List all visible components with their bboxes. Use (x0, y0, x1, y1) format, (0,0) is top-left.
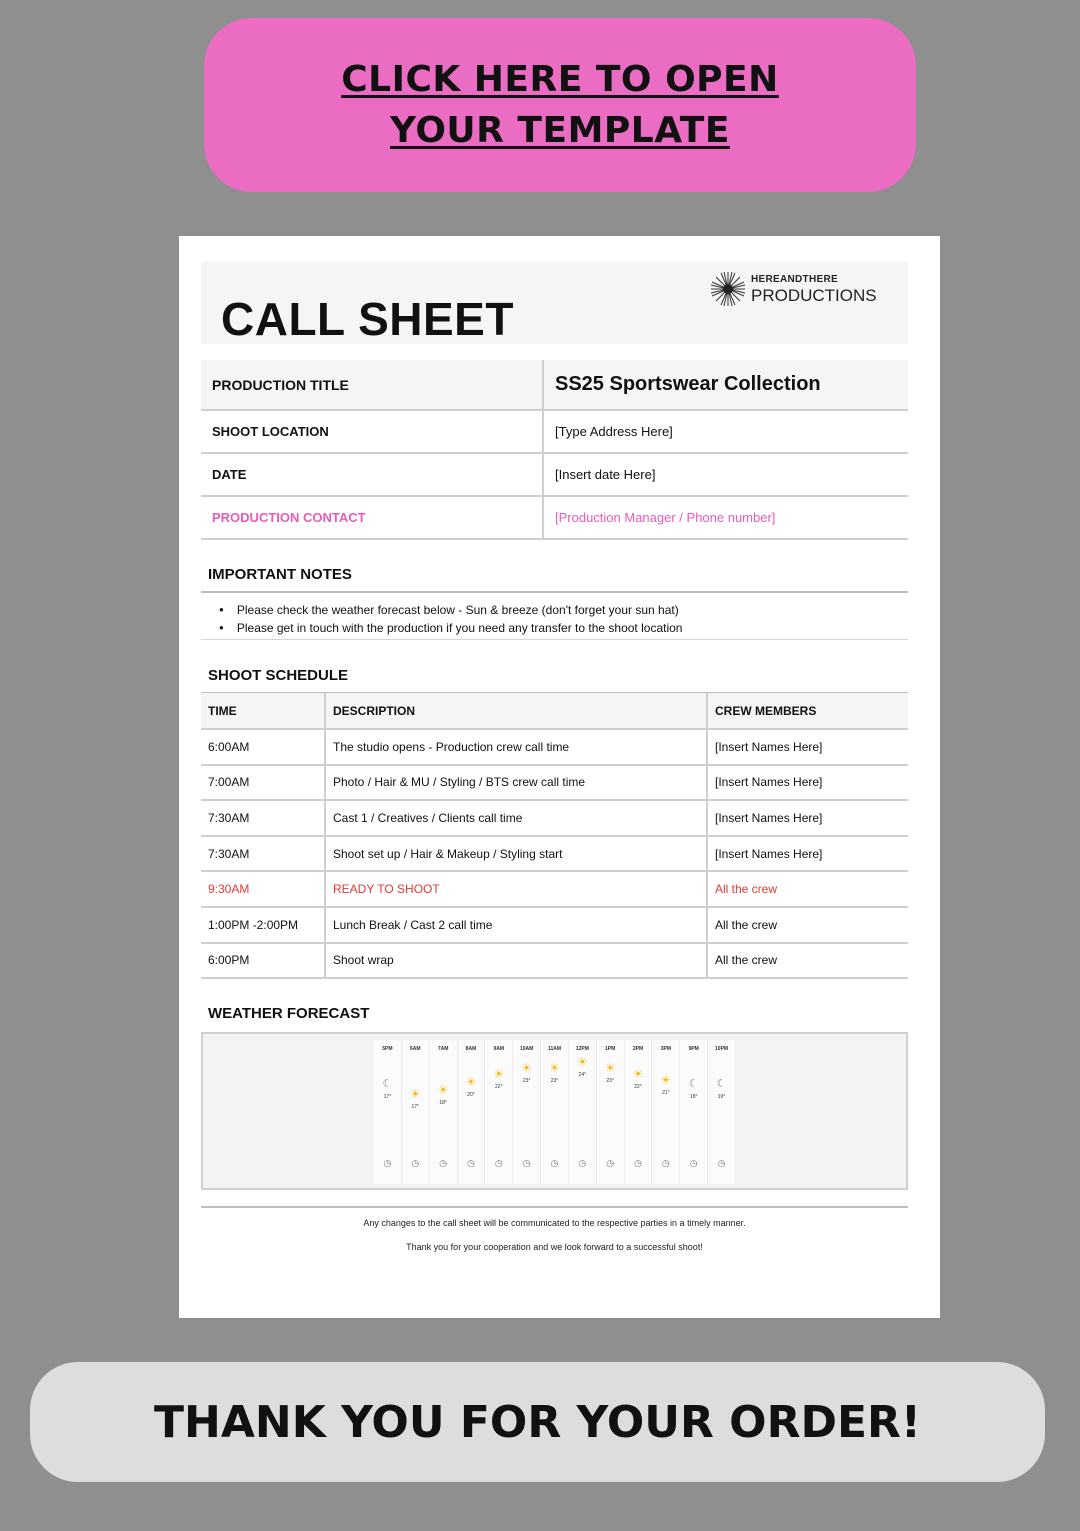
cell-time: 1:00PM -2:00PM (201, 907, 325, 943)
sun-icon: ☀ (632, 1067, 644, 1081)
col-header-description: DESCRIPTION (325, 693, 707, 729)
cell-time: 7:30AM (201, 836, 325, 872)
table-row (201, 729, 908, 765)
note-item: ● Please check the weather forecast below - Sun & breeze (don't forget your sun hat) (219, 602, 682, 620)
cell-description: Lunch Break / Cast 2 call time (325, 907, 707, 943)
moon-icon: ☾ (688, 1078, 699, 1090)
info-label: DATE (201, 453, 543, 496)
sun-icon: ☀ (465, 1075, 477, 1089)
forecast-hour (541, 1040, 569, 1184)
wind-icon: ◷ (606, 1158, 615, 1168)
logo-line-1: HEREANDTHERE (751, 273, 838, 285)
table-row (201, 765, 908, 801)
info-value: SS25 Sportswear Collection (543, 360, 908, 410)
cell-time: 6:00PM (201, 943, 325, 979)
col-header-crew: CREW MEMBERS (707, 693, 908, 729)
call-sheet-preview (179, 236, 940, 1318)
wind-icon: ◷ (689, 1158, 698, 1168)
open-template-button[interactable] (204, 18, 916, 192)
info-label: PRODUCTION TITLE (201, 360, 543, 410)
cell-crew: All the crew (707, 907, 908, 943)
wind-icon: ◷ (383, 1158, 392, 1168)
cell-time: 9:30AM (201, 871, 325, 907)
forecast-hour-label: 10AM (519, 1046, 534, 1052)
sheet-header (201, 262, 908, 344)
moon-icon: ☾ (716, 1078, 727, 1090)
wind-icon: ◷ (717, 1158, 726, 1168)
forecast-temp: 24° (578, 1072, 587, 1078)
cell-crew: All the crew (707, 943, 908, 979)
forecast-hour-label: 5PM (382, 1046, 393, 1052)
sun-icon: ☀ (549, 1061, 560, 1075)
footer-note-1: Any changes to the call sheet will be communicated to the respective parties in a timely manner. (363, 1218, 746, 1228)
cell-time: 7:00AM (201, 765, 325, 801)
sun-icon: ☀ (660, 1073, 672, 1087)
production-info-table (201, 360, 908, 540)
schedule-header-row (201, 693, 908, 729)
forecast-temp: 17° (411, 1104, 420, 1110)
forecast-hour-label: 1PM (605, 1046, 616, 1052)
forecast-temp: 22° (634, 1084, 642, 1090)
forecast-hour (708, 1040, 736, 1184)
forecast-temp: 23° (606, 1078, 614, 1084)
footer-note-2: Thank you for your cooperation and we look forward to a successful shoot! (406, 1242, 703, 1252)
forecast-hour (652, 1040, 680, 1184)
weather-forecast-panel (201, 1032, 908, 1190)
forecast-temp: 21° (662, 1090, 670, 1096)
info-value: [Insert date Here] (543, 453, 908, 496)
schedule-table (201, 693, 908, 979)
cell-crew: [Insert Names Here] (707, 729, 908, 765)
table-row-highlight (201, 871, 908, 907)
sun-icon: ☀ (409, 1087, 421, 1101)
table-row (201, 907, 908, 943)
company-logo (709, 270, 877, 308)
cell-description: Cast 1 / Creatives / Clients call time (325, 800, 707, 836)
forecast-temp: 17° (383, 1094, 392, 1100)
info-value: [Production Manager / Phone number] (543, 496, 908, 539)
forecast-hour (569, 1040, 597, 1184)
cell-crew: [Insert Names Here] (707, 765, 908, 801)
wind-icon: ◷ (467, 1158, 475, 1168)
info-row-title (201, 360, 908, 410)
forecast-hour-label: 7AM (437, 1046, 449, 1052)
forecast-hour (597, 1040, 625, 1184)
cell-crew: [Insert Names Here] (707, 800, 908, 836)
sun-icon: ☀ (576, 1055, 588, 1069)
cta-line-1[interactable]: CLICK HERE TO OPEN (341, 59, 779, 100)
sun-icon: ☀ (521, 1061, 533, 1075)
wind-icon: ◷ (634, 1158, 642, 1168)
forecast-temp: 20° (467, 1092, 475, 1098)
schedule-title: SHOOT SCHEDULE (208, 667, 349, 684)
forecast-temp: 23° (550, 1078, 559, 1084)
cell-description: Photo / Hair & MU / Styling / BTS crew call time (325, 765, 707, 801)
forecast-hour (625, 1040, 653, 1184)
wind-icon: ◷ (411, 1158, 420, 1168)
forecast-hour-label: 9AM (493, 1046, 505, 1052)
forecast-hour (680, 1040, 708, 1184)
forecast-temp: 18° (439, 1100, 447, 1106)
thank-you-banner (30, 1362, 1045, 1482)
forecast-hour (430, 1040, 458, 1184)
table-row (201, 800, 908, 836)
divider (201, 591, 908, 593)
forecast-hour-label: 2PM (632, 1046, 644, 1052)
forecast-hour-label: 10PM (715, 1046, 729, 1052)
info-label: PRODUCTION CONTACT (201, 496, 543, 539)
cell-time: 6:00AM (201, 729, 325, 765)
wind-icon: ◷ (550, 1158, 559, 1168)
forecast-hour (458, 1040, 486, 1184)
info-label: SHOOT LOCATION (201, 410, 543, 453)
col-header-time: TIME (201, 693, 325, 729)
cell-crew: [Insert Names Here] (707, 836, 908, 872)
forecast-temp: 18° (689, 1094, 698, 1100)
sun-icon: ☀ (437, 1083, 449, 1097)
info-row-location (201, 410, 908, 453)
forecast-hour-label: 12PM (575, 1046, 589, 1052)
moon-icon: ☾ (382, 1078, 393, 1090)
cell-description: The studio opens - Production crew call time (325, 729, 707, 765)
weather-forecast-strip (374, 1040, 736, 1184)
info-value: [Type Address Here] (543, 410, 908, 453)
thank-you-text: THANK YOU FOR YOUR ORDER! (154, 1396, 921, 1448)
divider (201, 1206, 908, 1208)
forecast-temp: 19° (717, 1094, 726, 1100)
weather-title: WEATHER FORECAST (208, 1005, 370, 1022)
logo-line-2: PRODUCTIONS (751, 285, 877, 305)
forecast-hour (374, 1040, 402, 1184)
forecast-hour (485, 1040, 513, 1184)
wind-icon: ◷ (578, 1158, 587, 1168)
forecast-temp: 23° (522, 1078, 531, 1084)
notes-list (219, 602, 682, 638)
cell-description: READY TO SHOOT (325, 871, 707, 907)
forecast-hour (402, 1040, 430, 1184)
starburst-icon (709, 270, 747, 308)
cell-time: 7:30AM (201, 800, 325, 836)
cta-line-2[interactable]: YOUR TEMPLATE (390, 110, 730, 151)
forecast-hour-label: 3PM (660, 1046, 671, 1052)
notes-title: IMPORTANT NOTES (208, 566, 352, 583)
note-item: ● Please get in touch with the production if you need any transfer to the shoot location (219, 620, 682, 638)
wind-icon: ◷ (439, 1158, 448, 1168)
forecast-hour-label: 8AM (465, 1046, 477, 1052)
wind-icon: ◷ (522, 1158, 531, 1168)
forecast-temp: 22° (495, 1084, 503, 1090)
info-row-date (201, 453, 908, 496)
table-row (201, 836, 908, 872)
wind-icon: ◷ (494, 1158, 503, 1168)
cell-description: Shoot set up / Hair & Makeup / Styling start (325, 836, 707, 872)
forecast-hour (513, 1040, 541, 1184)
sun-icon: ☀ (604, 1061, 616, 1075)
info-row-contact (201, 496, 908, 539)
cell-crew: All the crew (707, 871, 908, 907)
forecast-hour-label: 11AM (547, 1046, 562, 1052)
forecast-hour-label: 9PM (688, 1046, 699, 1052)
forecast-hour-label: 6AM (409, 1046, 421, 1052)
sheet-title: CALL SHEET (221, 293, 514, 345)
divider (201, 639, 908, 640)
cell-description: Shoot wrap (325, 943, 707, 979)
table-row (201, 943, 908, 979)
sun-icon: ☀ (493, 1067, 505, 1081)
wind-icon: ◷ (661, 1158, 670, 1168)
